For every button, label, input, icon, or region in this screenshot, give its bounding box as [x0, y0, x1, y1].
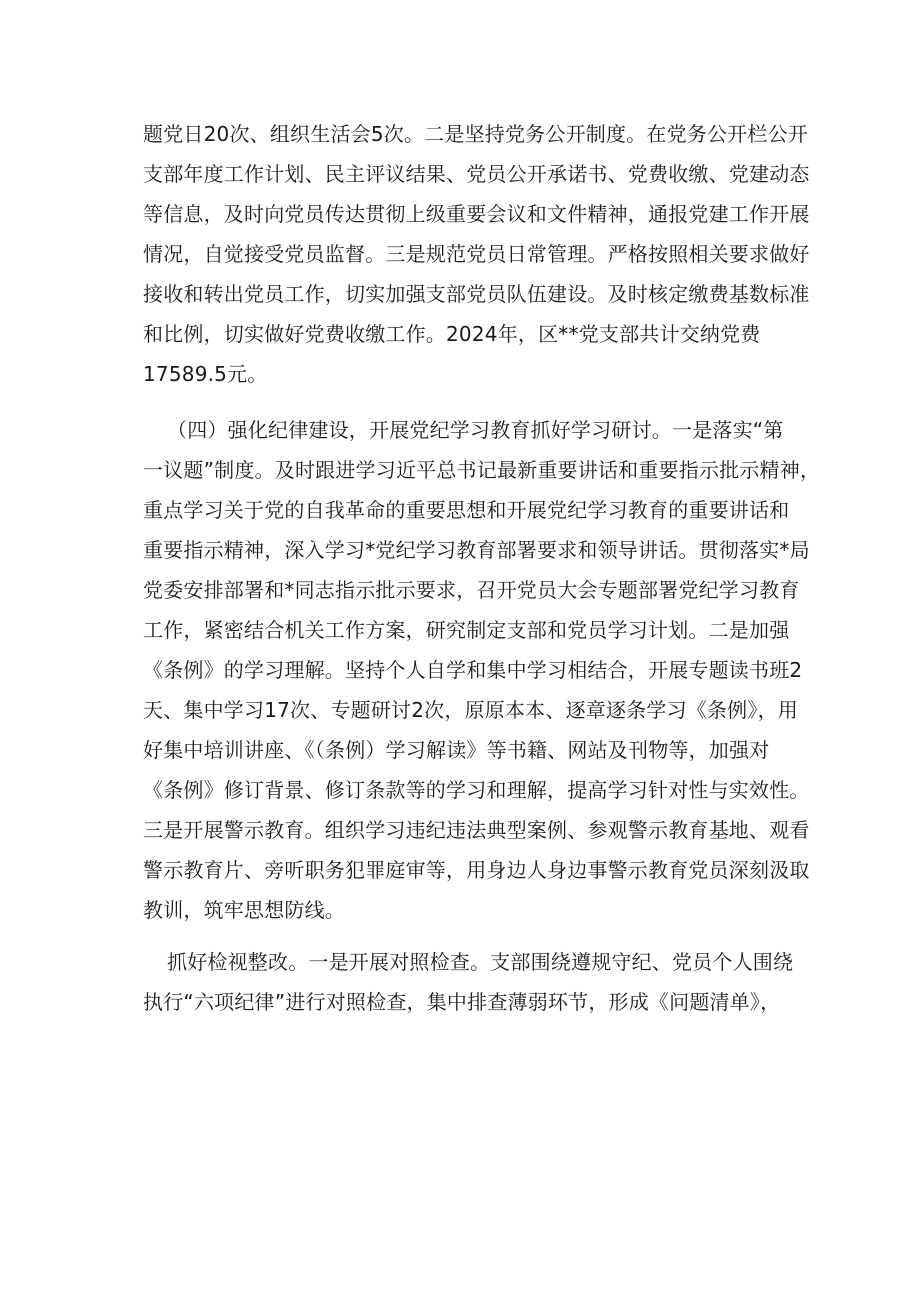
- text-line: 党委安排部署和*同志指示批示要求，召开党员大会专题部署党纪学习教育: [143, 578, 800, 602]
- paragraph-2: [143, 410, 821, 930]
- text-line: 重要指示精神，深入学习*党纪学习教育部署要求和领导讲话。贯彻落实*局: [143, 538, 810, 562]
- text-line: 三是开展警示教育。组织学习违纪违法典型案例、参观警示教育基地、观看: [143, 818, 810, 842]
- text-line: 《条例》的学习理解。坚持个人自学和集中学习相结合，开展专题读书班2: [143, 658, 803, 682]
- paragraph-3: [143, 942, 794, 1022]
- text-line: 重点学习关于党的自我革命的重要思想和开展党纪学习教育的重要讲话和: [143, 498, 790, 522]
- text-line: 一议题”制度。及时跟进学习近平总书记最新重要讲话和重要指示批示精神，: [143, 458, 821, 482]
- text-line: 和比例，切实做好党费收缴工作。2024年，区**党支部共计交纳党费: [143, 322, 761, 346]
- text-line: 好集中培训讲座、《（条例）学习解读》等书籍、网站及刊物等，加强对: [143, 738, 770, 762]
- paragraph-1: [143, 114, 810, 394]
- text-line: 情况，自觉接受党员监督。三是规范党员日常管理。严格按照相关要求做好: [143, 242, 810, 266]
- paragraph-spacer: [143, 394, 783, 410]
- text-line: 接收和转出党员工作，切实加强支部党员队伍建设。及时核定缴费基数标准: [143, 282, 810, 306]
- text-line: 警示教育片、旁听职务犯罪庭审等，用身边人身边事警示教育党员深刻汲取: [143, 858, 810, 882]
- document-body: [143, 114, 821, 1022]
- text-line: 支部年度工作计划、民主评议结果、党员公开承诺书、党费收缴、党建动态: [143, 162, 810, 186]
- text-line: 执行“六项纪律”进行对照检查，集中排查薄弱环节，形成《问题清单》，: [143, 990, 781, 1014]
- text-line: 工作，紧密结合机关工作方案，研究制定支部和党员学习计划。二是加强: [143, 618, 790, 642]
- text-line: 教训，筑牢思想防线。: [143, 898, 345, 922]
- text-line: 抓好检视整改。一是开展对照检查。支部围绕遵规守纪、党员个人围绕: [167, 950, 794, 974]
- text-line: （四）强化纪律建设，开展党纪学习教育抓好学习研讨。一是落实“第: [167, 418, 784, 442]
- text-line: 《条例》修订背景、修订条款等的学习和理解，提高学习针对性与实效性。: [143, 778, 810, 802]
- paragraph-spacer: [143, 930, 783, 942]
- text-line: 等信息，及时向党员传达贯彻上级重要会议和文件精神，通报党建工作开展: [143, 202, 810, 226]
- text-line: 天、集中学习17次、专题研讨2次，原原本本、逐章逐条学习《条例》，用: [143, 698, 798, 722]
- text-line: 17589.5元。: [143, 362, 268, 386]
- text-line: 题党日20次、组织生活会5次。二是坚持党务公开制度。在党务公开栏公开: [143, 122, 808, 146]
